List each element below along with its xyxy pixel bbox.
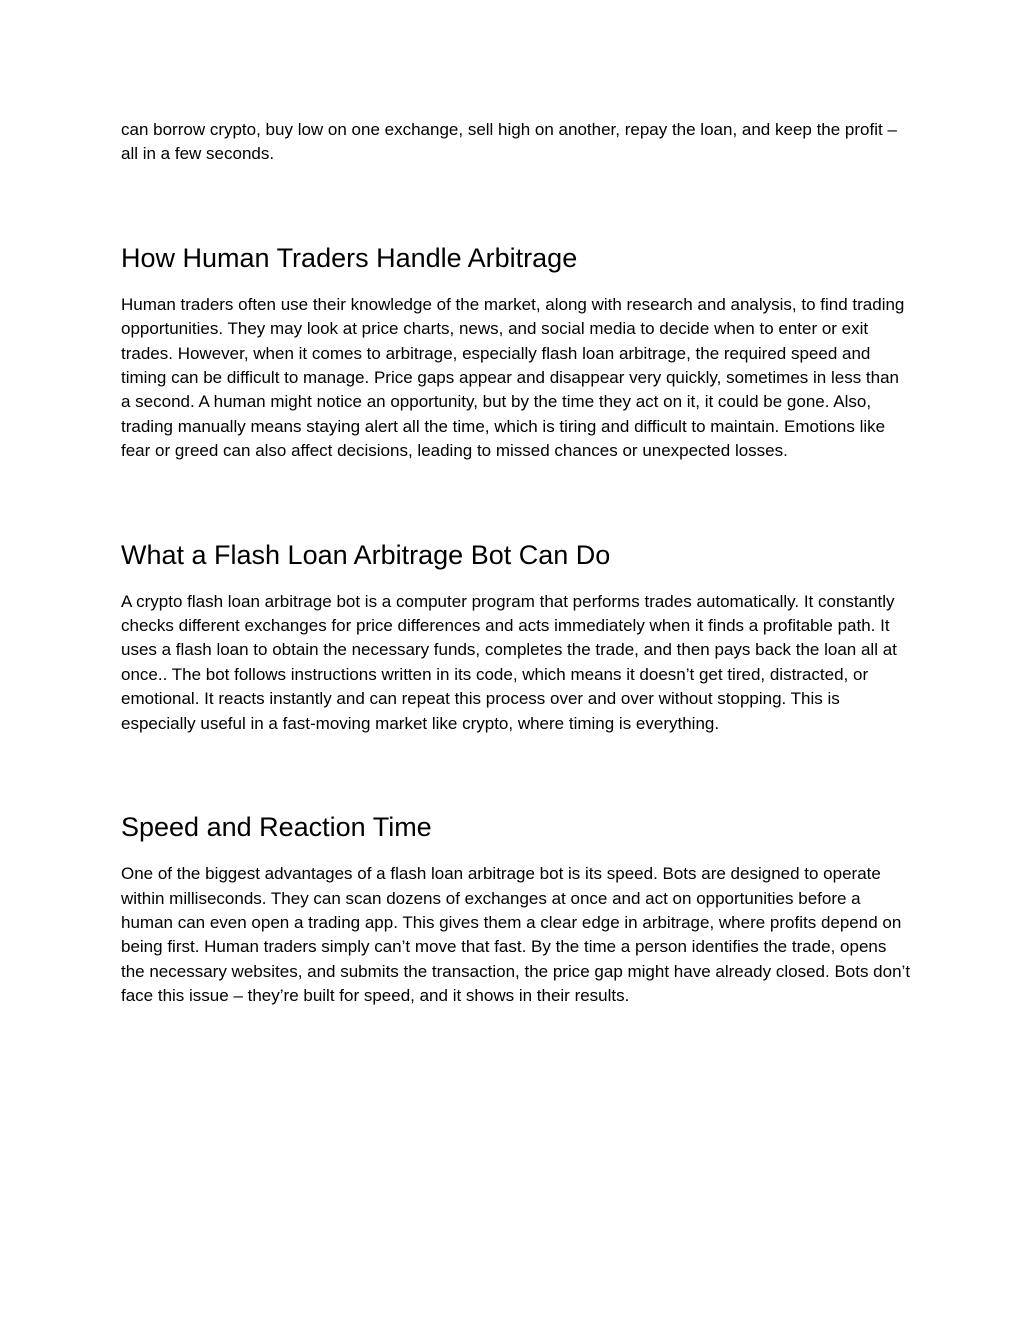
section-heading-human-traders: How Human Traders Handle Arbitrage — [121, 242, 578, 273]
section-heading-arbitrage-bot: What a Flash Loan Arbitrage Bot Can Do — [121, 539, 611, 570]
document-page — [121, 118, 911, 1009]
section-heading-speed: Speed and Reaction Time — [121, 812, 432, 843]
section-paragraph-arbitrage-bot: A crypto flash loan arbitrage bot is a computer program that performs trades automatically. It constantly checks different exchanges for price differences and acts immediately when it finds a profitable path. It uses a flash loan to obtain the necessary funds, completes the trade, and then pays back the loan all at once.. The bot follows instructions written in its code, which means it doesn’t get tired, distracted, or emotional. It reacts instantly and can repeat this process over and over without stopping. This is especially useful in a fast-moving market like crypto, where timing is everything. — [121, 591, 897, 733]
section-paragraph-speed: One of the biggest advantages of a flash loan arbitrage bot is its speed. Bots are designed to operate within milliseconds. They can scan dozens of exchanges at once and act on opportunities before a human can even open a trading app. This gives them a clear edge in arbitrage, where profits depend on being first. Human traders simply can’t move that fast. By the time a person identifies the trade, opens the necessary websites, and submits the transaction, the price gap might have already closed. Bots don’t face this issue – they’re built for speed, and it shows in their results. — [121, 864, 911, 1006]
intro-paragraph: can borrow crypto, buy low on one exchange, sell high on another, repay the loan, and keep the profit – all in a few seconds. — [121, 120, 897, 164]
section-paragraph-human-traders: Human traders often use their knowledge of the market, along with research and analysis, to find trading opportunities. They may look at price charts, news, and social media to decide when to enter or exit trades. However, when it comes to arbitrage, especially flash loan arbitrage, the required speed and timing can be difficult to manage. Price gaps appear and disappear very quickly, sometimes in less than a second. A human might notice an opportunity, but by the time they act on it, it could be gone. Also, trading manually means staying alert all the time, which is tiring and difficult to maintain. Emotions like fear or greed can also affect decisions, leading to missed chances or unexpected losses. — [121, 294, 905, 461]
